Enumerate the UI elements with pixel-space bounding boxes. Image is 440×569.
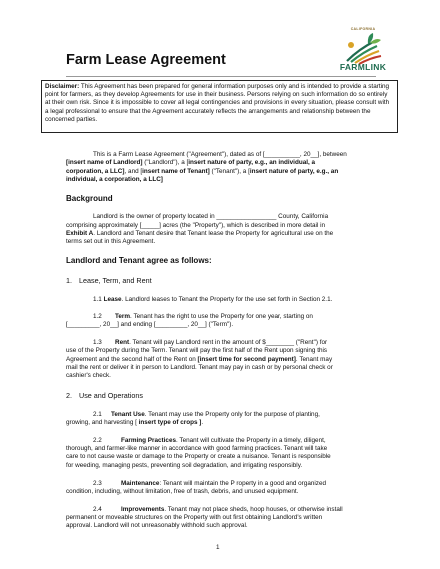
intro-line-4: individual, a corporation, a LLC] [66, 176, 163, 183]
clause-2-4-line-2: permanent or moveable structures on the Property with out first obtaining Landlord's written [66, 514, 323, 521]
intro-text: ("Landlord"), a [ [142, 159, 189, 166]
clause-1-3-line-5: cashier's check. [66, 372, 111, 379]
intro-text: ("Tenant"), a [ [209, 168, 250, 175]
tenant-name-placeholder: insert name of Tenant] [142, 168, 210, 175]
disclaimer-label: Disclaimer: [45, 83, 80, 90]
clause-title: Maintenance [121, 480, 160, 487]
clause-text: : Tenant will maintain the P roperty in a good and organized [159, 480, 327, 487]
clause-title: Term [115, 313, 131, 320]
clause-text: Agreement and the second half of the Rent on [66, 356, 198, 363]
clause-1-1 [93, 296, 332, 304]
landlord-nature-placeholder-end: corporation, a LLC] [66, 168, 125, 175]
section-number: 2. [66, 391, 72, 400]
clause-number: 2.1 [93, 411, 102, 418]
clause-number: 1.2 [93, 313, 102, 320]
farmlink-logo [329, 27, 397, 77]
clause-number: 2.2 [93, 437, 102, 444]
section-title: Lease, Term, and Rent [79, 276, 152, 285]
clause-text: . Tenant will cultivate the Property in a timely, diligent, [176, 437, 326, 444]
tenant-nature-placeholder: insert nature of party, e.g., an [249, 168, 339, 175]
clause-title: Tenant Use [111, 411, 145, 418]
landlord-nature-placeholder: insert nature of party, e.g., an individual, a [188, 159, 316, 166]
clause-title: Lease [103, 296, 122, 303]
background-line-2: comprising approximately [_____] acres (the "Property"), which is described in more detail in [66, 222, 326, 229]
clause-2-1-cont [66, 419, 203, 427]
logo-main-text: FARMLINK [339, 62, 387, 72]
title-divider [66, 76, 376, 77]
clause-number: 2.4 [93, 506, 102, 513]
clause-2-4-line-3: approval. Landlord will not unreasonably withhold such approval. [66, 522, 248, 529]
background-heading: Background [66, 194, 113, 203]
page-number: 1 [216, 544, 220, 551]
logo-top-text: CALIFORNIA [350, 27, 376, 31]
clause-1-3-line-4: mail the rent or deliver it in person to Landlord. Tenant may pay in cash or by personal check or [66, 364, 333, 371]
background-line-4: terms set out in this Agreement. [66, 238, 156, 245]
background-text: . Landlord and Tenant desire that Tenant lease the Property for agricultural use on the [93, 230, 334, 237]
clause-1-2-cont: [_________, 20__] and ending [_________, 20__] ("Term"). [66, 321, 234, 328]
background-line-1: Landlord is the owner of property located in _________________ County, California [93, 213, 329, 220]
clause-number: 2.3 [93, 480, 102, 487]
clause-text: . Tenant may use the Property only for the purpose of planting, [144, 411, 320, 418]
intro-line-1: This is a Farm Lease Agreement ("Agreement"), dated as of [__________, 20__], between [93, 151, 347, 158]
clause-number: 1.1 [93, 296, 104, 303]
second-payment-placeholder: [insert time for second payment] [197, 356, 296, 363]
intro-text: , and [ [124, 168, 143, 175]
disclaimer-text: This Agreement has been prepared for general information purposes only and is intended to provide a starting point for farmers, as they develop Agreements for use in their business. Persons relying on such information do so entirely at their own risk. Since it is impossible to cover all legal contingencies and provisions in every situation, please consult with a legal professional to ensure that the Agreement accurately reflects the arrangements and relationship between the concerned parties. [45, 83, 390, 123]
clause-2-2-line-4: for weeding, managing pests, preventing soil degradation, and irrigating responsibly. [66, 462, 303, 469]
section-2-heading [66, 391, 143, 400]
clause-text: . Tenant has the right to use the Property for one year, starting on [130, 313, 313, 320]
clause-text: . Tenant may not place sheds, hoop houses, or otherwise install [164, 506, 343, 513]
page-title: Farm Lease Agreement [66, 52, 226, 68]
clause-1-3-line-2: use of the Property during the Term. Tenant will pay the first half of the Rent upon signing this [66, 347, 328, 354]
exhibit-a-reference: Exhibit A [66, 230, 94, 237]
clause-number: 1.3 [93, 339, 102, 346]
section-number: 1. [66, 276, 72, 285]
clause-title: Improvements [121, 506, 165, 513]
clause-title: Rent [115, 339, 130, 346]
landlord-name-placeholder: [insert name of Landlord] [66, 159, 143, 166]
clause-text: growing, and harvesting [ [66, 419, 139, 426]
clause-title: Farming Practices [121, 437, 177, 444]
section-title: Use and Operations [79, 391, 143, 400]
intro-line-2 [66, 159, 315, 167]
disclaimer-box [41, 80, 398, 133]
clause-2-2-line-2: thorough, and farmer-like manner in accordance with good farming practices. Tenant will take [66, 445, 328, 452]
clause-text: . Landlord leases to Tenant the Property for the use set forth in Section 2.1. [121, 296, 333, 303]
clause-text: . Tenant may [295, 356, 333, 363]
clause-2-2-line-3: care to not cause waste or damage to the Property or create a nuisance. Tenant is responsible [66, 453, 331, 460]
clause-2-3-cont: condition, including, without limitation, free of trash, debris, and unused equipment. [66, 488, 299, 495]
agree-heading: Landlord and Tenant agree as follows: [66, 256, 212, 265]
crop-type-placeholder: insert type of crops ] [138, 419, 202, 426]
section-1-heading [66, 276, 152, 285]
logo-mark-icon [329, 31, 397, 65]
clause-text: . [201, 419, 204, 426]
clause-text: . Tenant will pay Landlord rent in the amount of $________ ("Rent") for [129, 339, 328, 346]
